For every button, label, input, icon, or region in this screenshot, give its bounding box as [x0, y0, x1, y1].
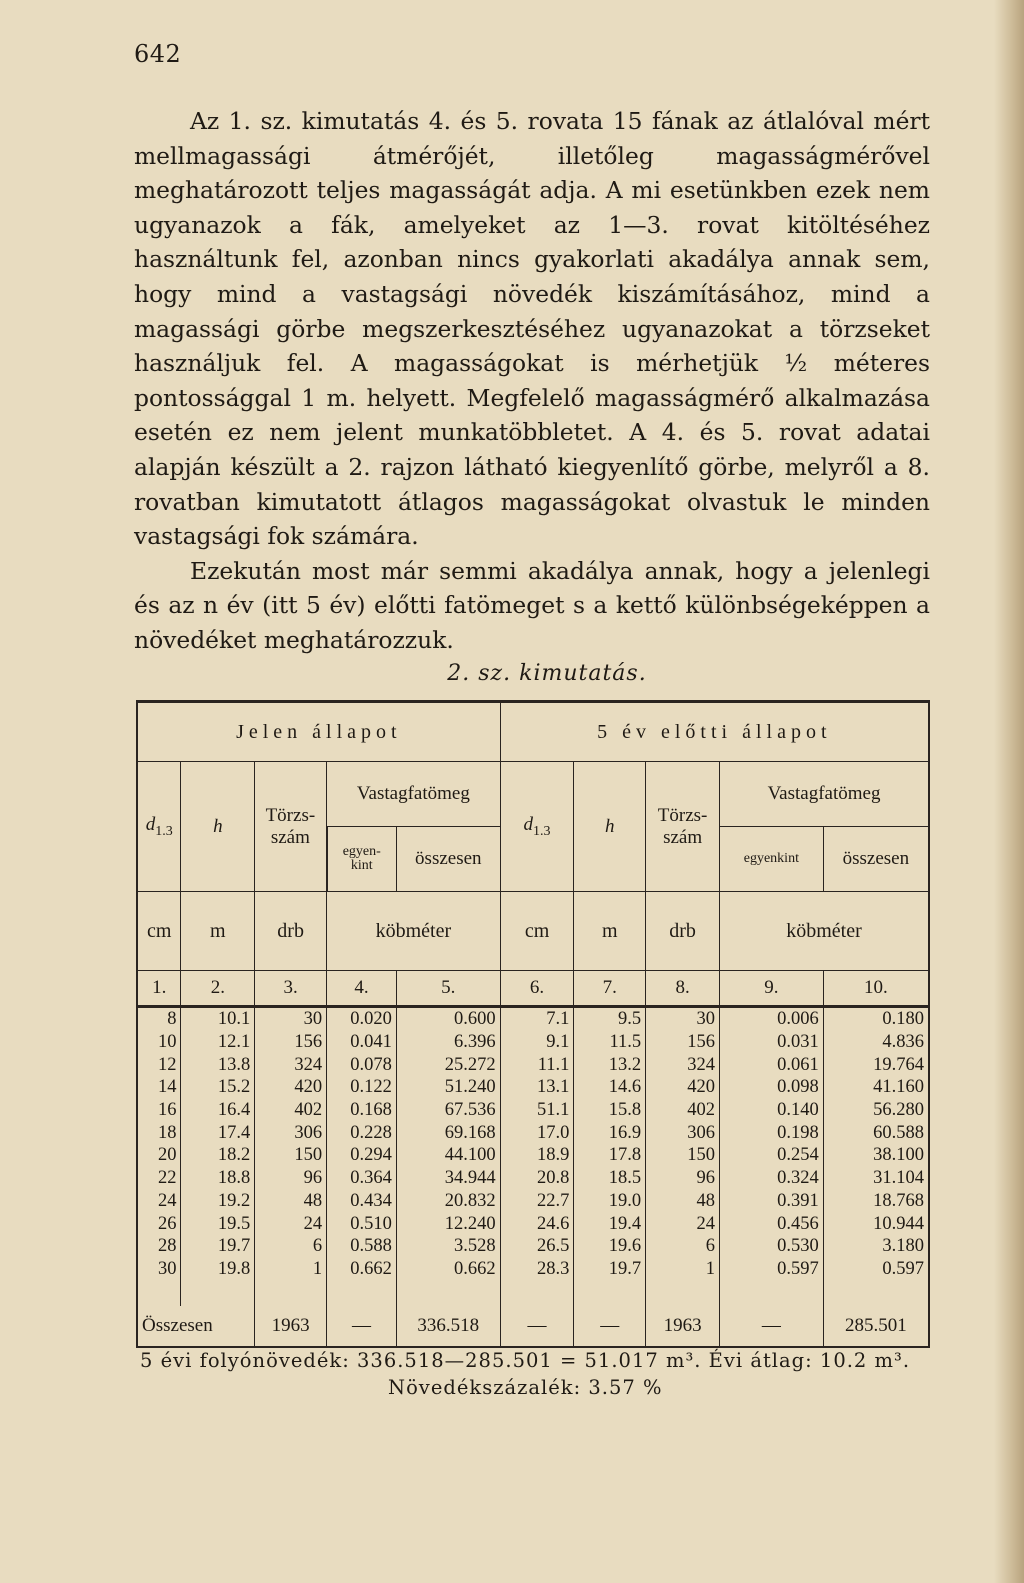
unit-cell: köbméter: [327, 892, 501, 971]
table-row: [137, 1076, 929, 1099]
table-cell: 17.0: [500, 1121, 574, 1144]
table-cell: 30: [646, 1007, 720, 1031]
table-cell: 150: [255, 1144, 327, 1167]
table-cell: 0.228: [327, 1121, 397, 1144]
total-label: Összesen: [137, 1306, 255, 1347]
table-cell: 69.168: [396, 1121, 500, 1144]
table-cell: 0.198: [720, 1121, 824, 1144]
table-cell: 10: [137, 1031, 181, 1054]
unit-cell: m: [181, 892, 255, 971]
column-number: 8.: [646, 971, 720, 1007]
table-cell: 41.160: [823, 1076, 929, 1099]
table-cell: 324: [255, 1053, 327, 1076]
table-cell: 18.768: [823, 1190, 929, 1213]
table-cell: 0.662: [327, 1258, 397, 1281]
table-cell: 24.6: [500, 1212, 574, 1235]
total-cell: —: [327, 1306, 397, 1347]
table-cell: 19.4: [574, 1212, 646, 1235]
table-cell: 30: [137, 1258, 181, 1281]
table-cell: 0.530: [720, 1235, 824, 1258]
table-cell: 0.041: [327, 1031, 397, 1054]
table-cell: 0.122: [327, 1076, 397, 1099]
table-cell: 13.1: [500, 1076, 574, 1099]
table-cell: 51.240: [396, 1076, 500, 1099]
table-cell: 17.4: [181, 1121, 255, 1144]
header-vastagfatomeg-past: Vastagfatömeg: [720, 762, 929, 827]
table-cell: 0.006: [720, 1007, 824, 1031]
table-cell: 0.434: [327, 1190, 397, 1213]
unit-cell: cm: [137, 892, 181, 971]
table-cell: 0.294: [327, 1144, 397, 1167]
total-cell: —: [500, 1306, 574, 1347]
table-cell: 3.180: [823, 1235, 929, 1258]
table-cell: 51.1: [500, 1099, 574, 1122]
table-footer: [140, 1349, 960, 1399]
header-torzsszam: Törzs- szám: [255, 762, 327, 892]
table-cell: 150: [646, 1144, 720, 1167]
header-vastagfatomeg: Vastagfatömeg: [327, 762, 501, 827]
table-cell: 0.078: [327, 1053, 397, 1076]
paragraph-2: Ezekután most már semmi akadálya annak, hogy a jelenlegi és az n év (itt 5 év) előtti fatömeget s a kettő különbségeképpen a növedéket meghatározzuk.: [134, 556, 930, 654]
table-cell: 96: [255, 1167, 327, 1190]
table-cell: 0.597: [823, 1258, 929, 1281]
table-cell: 324: [646, 1053, 720, 1076]
table-cell: 48: [646, 1190, 720, 1213]
table-row: [137, 1121, 929, 1144]
data-rows: [137, 1007, 929, 1281]
column-number: 4.: [327, 971, 397, 1007]
table-cell: 20: [137, 1144, 181, 1167]
table-row: [137, 1031, 929, 1054]
column-number: 6.: [500, 971, 574, 1007]
table-cell: 24: [255, 1212, 327, 1235]
table-row: [137, 1167, 929, 1190]
table-cell: 26: [137, 1212, 181, 1235]
table-cell: 0.662: [396, 1258, 500, 1281]
table-cell: 0.020: [327, 1007, 397, 1031]
table-row: [137, 1258, 929, 1281]
unit-cell: cm: [500, 892, 574, 971]
table-cell: 12: [137, 1053, 181, 1076]
page-number: 642: [134, 40, 182, 68]
table-cell: 0.098: [720, 1076, 824, 1099]
table-cell: 0.031: [720, 1031, 824, 1054]
table-cell: 24: [646, 1212, 720, 1235]
table-cell: 306: [255, 1121, 327, 1144]
table-cell: 6: [255, 1235, 327, 1258]
table-cell: 0.600: [396, 1007, 500, 1031]
table-cell: 60.588: [823, 1121, 929, 1144]
table-cell: 0.254: [720, 1144, 824, 1167]
header-osszesen-past: összesen: [823, 827, 929, 892]
table-cell: 22.7: [500, 1190, 574, 1213]
table-cell: 26.5: [500, 1235, 574, 1258]
column-number: 1.: [137, 971, 181, 1007]
column-number: 10.: [823, 971, 929, 1007]
total-cell: 1963: [255, 1306, 327, 1347]
table-cell: 156: [255, 1031, 327, 1054]
table-row: [137, 1190, 929, 1213]
footer-line-2: Növedékszázalék: 3.57 %: [388, 1376, 663, 1399]
table-cell: 12.1: [181, 1031, 255, 1054]
unit-cell: drb: [646, 892, 720, 971]
table-cell: 156: [646, 1031, 720, 1054]
table-cell: 19.5: [181, 1212, 255, 1235]
header-egyenkint: egyen- kint: [327, 827, 397, 892]
table-row: [137, 1007, 929, 1031]
table-cell: 0.510: [327, 1212, 397, 1235]
column-number: 5.: [396, 971, 500, 1007]
table-cell: 0.391: [720, 1190, 824, 1213]
table-cell: 12.240: [396, 1212, 500, 1235]
page-edge-shadow: [994, 0, 1024, 1583]
header-d-past: $d_{1.3}$: [500, 762, 574, 892]
table-cell: 402: [255, 1099, 327, 1122]
table-cell: 306: [646, 1121, 720, 1144]
header-torzsszam-past: Törzs- szám: [646, 762, 720, 892]
table-cell: 56.280: [823, 1099, 929, 1122]
table-cell: 18: [137, 1121, 181, 1144]
table-cell: 0.140: [720, 1099, 824, 1122]
table-cell: 18.2: [181, 1144, 255, 1167]
table-caption: 2. sz. kimutatás.: [447, 661, 647, 686]
table-cell: 20.832: [396, 1190, 500, 1213]
table-row: [137, 1144, 929, 1167]
body-text: [134, 104, 930, 658]
table-row: [137, 1099, 929, 1122]
header-osszesen: összesen: [396, 827, 500, 892]
table-cell: 67.536: [396, 1099, 500, 1122]
footer-line-1: 5 évi folyónövedék: 336.518—285.501 = 51.017 m³. Évi átlag: 10.2 m³.: [140, 1349, 911, 1372]
table-cell: 22: [137, 1167, 181, 1190]
table-cell: 4.836: [823, 1031, 929, 1054]
column-number: 2.: [181, 971, 255, 1007]
table-cell: 16.4: [181, 1099, 255, 1122]
column-number: 3.: [255, 971, 327, 1007]
table-cell: 0.364: [327, 1167, 397, 1190]
header-h: h: [181, 762, 255, 892]
table-cell: 19.764: [823, 1053, 929, 1076]
table-cell: 15.2: [181, 1076, 255, 1099]
group-header-past: 5 év előtti állapot: [500, 702, 929, 762]
table-cell: 19.8: [181, 1258, 255, 1281]
table-cell: 19.7: [181, 1235, 255, 1258]
table-cell: 28: [137, 1235, 181, 1258]
total-cell: 1963: [646, 1306, 720, 1347]
table-cell: 7.1: [500, 1007, 574, 1031]
table-cell: 11.1: [500, 1053, 574, 1076]
table-cell: 9.5: [574, 1007, 646, 1031]
data-table: [136, 700, 930, 1348]
table-cell: 0.168: [327, 1099, 397, 1122]
table-cell: 0.180: [823, 1007, 929, 1031]
table-cell: 0.597: [720, 1258, 824, 1281]
table-cell: 16.9: [574, 1121, 646, 1144]
table-cell: 48: [255, 1190, 327, 1213]
table-cell: 1: [255, 1258, 327, 1281]
total-cell: 285.501: [823, 1306, 929, 1347]
table-cell: 31.104: [823, 1167, 929, 1190]
total-cell: —: [574, 1306, 646, 1347]
table-cell: 19.0: [574, 1190, 646, 1213]
table-cell: 19.7: [574, 1258, 646, 1281]
header-egyenkint-past: egyenkint: [720, 827, 824, 892]
table-cell: 18.8: [181, 1167, 255, 1190]
table-cell: 1: [646, 1258, 720, 1281]
table-cell: 28.3: [500, 1258, 574, 1281]
table-cell: 18.9: [500, 1144, 574, 1167]
unit-cell: köbméter: [720, 892, 929, 971]
table-cell: 10.944: [823, 1212, 929, 1235]
table-cell: 24: [137, 1190, 181, 1213]
table-cell: 402: [646, 1099, 720, 1122]
header-h-past: h: [574, 762, 646, 892]
table-cell: 6.396: [396, 1031, 500, 1054]
unit-cell: drb: [255, 892, 327, 971]
table-row: [137, 1212, 929, 1235]
table-row: [137, 1053, 929, 1076]
table-cell: 30: [255, 1007, 327, 1031]
table-cell: 6: [646, 1235, 720, 1258]
table-cell: 0.061: [720, 1053, 824, 1076]
table-cell: 18.5: [574, 1167, 646, 1190]
table-cell: 13.2: [574, 1053, 646, 1076]
table-cell: 17.8: [574, 1144, 646, 1167]
header-d: $d_{1.3}$: [137, 762, 181, 892]
table-cell: 20.8: [500, 1167, 574, 1190]
table-cell: 44.100: [396, 1144, 500, 1167]
table-row: [137, 1235, 929, 1258]
table-cell: 38.100: [823, 1144, 929, 1167]
table-cell: 13.8: [181, 1053, 255, 1076]
table-cell: 420: [646, 1076, 720, 1099]
table-cell: 16: [137, 1099, 181, 1122]
table-cell: 420: [255, 1076, 327, 1099]
total-cell: —: [720, 1306, 824, 1347]
column-number: 7.: [574, 971, 646, 1007]
table-cell: 14.6: [574, 1076, 646, 1099]
unit-cell: m: [574, 892, 646, 971]
table-cell: 3.528: [396, 1235, 500, 1258]
table-cell: 0.588: [327, 1235, 397, 1258]
paragraph-1: Az 1. sz. kimutatás 4. és 5. rovata 15 fának az átlalóval mért mellmagassági átmérőjét, illetőleg magasságmérővel meghatározott teljes magasságát adja. A mi esetünkben ezek nem ugyanazok a fák, amelyeket az 1—3. rovat kitöltéséhez használtunk fel, azonban nincs gyakorlati akadálya annak sem, hogy mind a vastagsági növedék kiszámításához, mind a magassági görbe megszerkesztéséhez ugyanazokat a törzseket használjuk fel. A magasságokat is mérhetjük ½ méteres pontossággal 1 m. helyett. Megfelelő magasságmérő alkalmazása esetén ez nem jelent munkatöbbletet. A 4. és 5. rovat adatai alapján készült a 2. rajzon látható kiegyenlítő görbe, melyről a 8. rovatban kimutatott átlagos magasságokat olvastuk le minden vastagsági fok számára.: [134, 107, 930, 551]
table-cell: 0.456: [720, 1212, 824, 1235]
total-cell: 336.518: [396, 1306, 500, 1347]
column-number: 9.: [720, 971, 824, 1007]
table-cell: 19.2: [181, 1190, 255, 1213]
table-cell: 9.1: [500, 1031, 574, 1054]
table-cell: 8: [137, 1007, 181, 1031]
table-cell: 25.272: [396, 1053, 500, 1076]
table-cell: 34.944: [396, 1167, 500, 1190]
group-header-current: Jelen állapot: [137, 702, 500, 762]
table-cell: 0.324: [720, 1167, 824, 1190]
table-cell: 10.1: [181, 1007, 255, 1031]
total-row: [137, 1306, 929, 1347]
table-cell: 96: [646, 1167, 720, 1190]
table-cell: 11.5: [574, 1031, 646, 1054]
table-cell: 19.6: [574, 1235, 646, 1258]
table-cell: 14: [137, 1076, 181, 1099]
table-cell: 15.8: [574, 1099, 646, 1122]
